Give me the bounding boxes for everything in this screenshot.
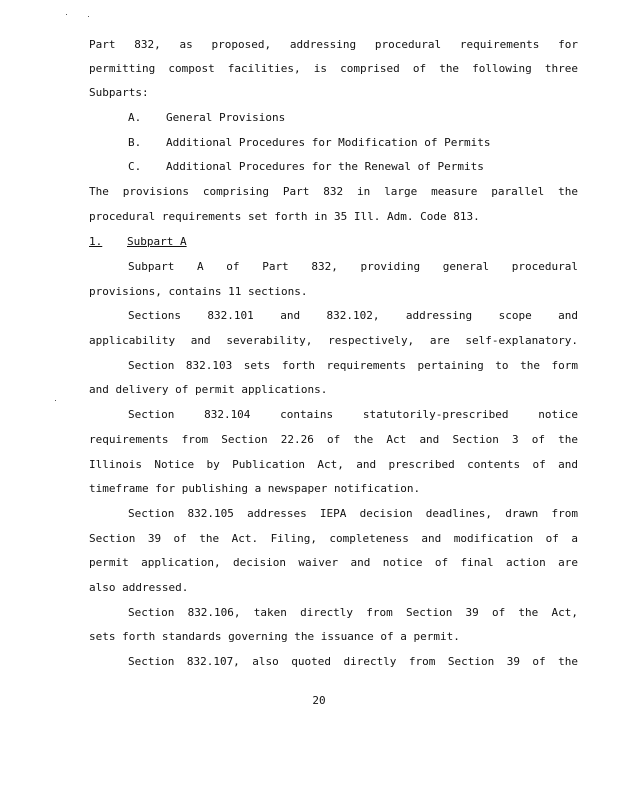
scan-speck	[66, 14, 67, 15]
scan-speck	[88, 16, 89, 17]
subpart-item-c	[128, 160, 578, 174]
subpart-item-b	[128, 136, 578, 150]
section-title: Subpart A	[127, 235, 187, 248]
section-heading	[89, 235, 289, 249]
subpart-label: Additional Procedures for Modification of Permits	[166, 136, 491, 149]
para-3-line-1: Section 832.103 sets forth requirements pertaining to the form	[128, 359, 578, 372]
para-2-line-1: Sections 832.101 and 832.102, addressing scope and	[128, 309, 578, 322]
para-5-line-2: Section 39 of the Act. Filing, completeness and modification of a	[89, 532, 578, 545]
para-7-line-1: Section 832.107, also quoted directly from Section 39 of the	[128, 655, 578, 668]
para-1-line-2: provisions, contains 11 sections.	[89, 285, 308, 298]
para-5-line-3: permit application, decision waiver and notice of final action are	[89, 556, 578, 569]
para-4-line-2: requirements from Section 22.26 of the Act and Section 3 of the	[89, 433, 578, 446]
para-2-line-2: applicability and severability, respectively, are self-explanatory.	[89, 334, 578, 347]
subpart-item-a	[128, 111, 578, 125]
para-4-line-4: timeframe for publishing a newspaper notification.	[89, 482, 421, 495]
para-3-line-2: and delivery of permit applications.	[89, 383, 328, 396]
scan-speck	[55, 400, 56, 401]
subpart-letter: B.	[128, 136, 142, 149]
para-1-line-1: Subpart A of Part 832, providing general procedural	[128, 260, 578, 273]
para-6-line-2: sets forth standards governing the issuance of a permit.	[89, 630, 460, 643]
section-number: 1.	[89, 235, 103, 248]
page-number: 20	[312, 694, 326, 707]
subpart-letter: C.	[128, 160, 142, 173]
para-6-line-1: Section 832.106, taken directly from Section 39 of the Act,	[128, 606, 578, 619]
intro-line-1: Part 832, as proposed, addressing procedural requirements for	[89, 38, 578, 51]
para-4-line-1: Section 832.104 contains statutorily-prescribed notice	[128, 408, 578, 421]
intro-line-3: Subparts:	[89, 86, 149, 99]
subpart-letter: A.	[128, 111, 142, 124]
para-4-line-3: Illinois Notice by Publication Act, and prescribed contents of and	[89, 458, 578, 471]
parallel-line-1: The provisions comprising Part 832 in large measure parallel the	[89, 185, 578, 198]
subpart-label: General Provisions	[166, 111, 286, 124]
subpart-label: Additional Procedures for the Renewal of Permits	[166, 160, 484, 173]
para-5-line-1: Section 832.105 addresses IEPA decision deadlines, drawn from	[128, 507, 578, 520]
intro-line-2: permitting compost facilities, is comprised of the following three	[89, 62, 578, 75]
parallel-line-2: procedural requirements set forth in 35 Ill. Adm. Code 813.	[89, 210, 480, 223]
para-5-line-4: also addressed.	[89, 581, 189, 594]
